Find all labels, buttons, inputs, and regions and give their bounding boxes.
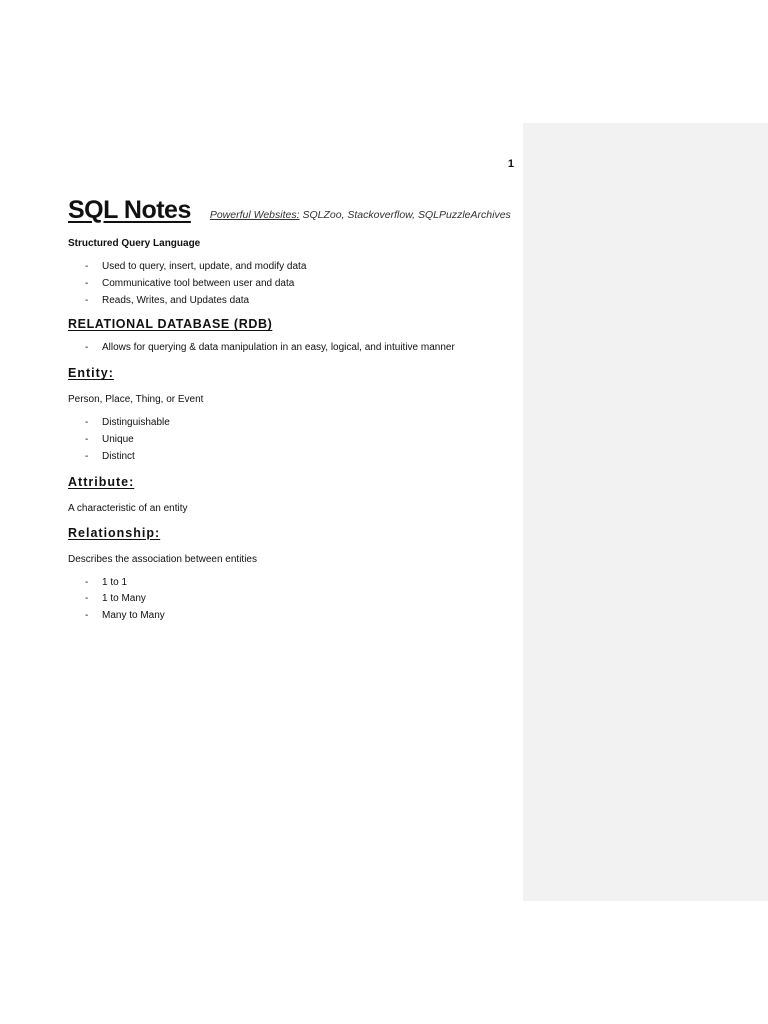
list-item: - 1 to Many [68,591,518,608]
page-number: 1 [507,158,514,170]
relationship-bullet-list [68,575,518,625]
list-item: - Many to Many [68,608,518,625]
list-item: - Reads, Writes, and Updates data [68,293,518,310]
list-item: - 1 to 1 [68,575,518,592]
document-title: SQL Notes [68,196,191,224]
list-item: - Distinguishable [68,415,518,432]
attribute-heading: Attribute: [68,474,135,489]
entity-bullet-list [68,415,518,465]
attribute-text: A characteristic of an entity [68,502,188,514]
subtitle: Structured Query Language [68,238,201,249]
websites-list: SQLZoo, Stackoverflow, SQLPuzzleArchives [299,209,511,221]
list-item: - Allows for querying & data manipulation in an easy, logical, and intuitive manner [68,340,518,357]
relationship-text: Describes the association between entities [68,553,257,565]
rdb-bullet-list [68,340,518,357]
websites-note [210,209,511,221]
sql-bullet-list [68,259,518,309]
rdb-heading: RELATIONAL DATABASE (RDB) [68,317,273,332]
document-body [68,196,518,625]
comment-pane [523,123,768,901]
list-item: - Used to query, insert, update, and modify data [68,259,518,276]
websites-label: Powerful Websites: [209,209,300,221]
list-item: - Distinct [68,449,518,466]
relationship-heading: Relationship: [68,525,161,540]
entity-text: Person, Place, Thing, or Event [68,394,204,406]
title-row [68,196,518,225]
entity-heading: Entity: [68,366,114,381]
list-item: - Communicative tool between user and data [68,276,518,293]
list-item: - Unique [68,432,518,449]
